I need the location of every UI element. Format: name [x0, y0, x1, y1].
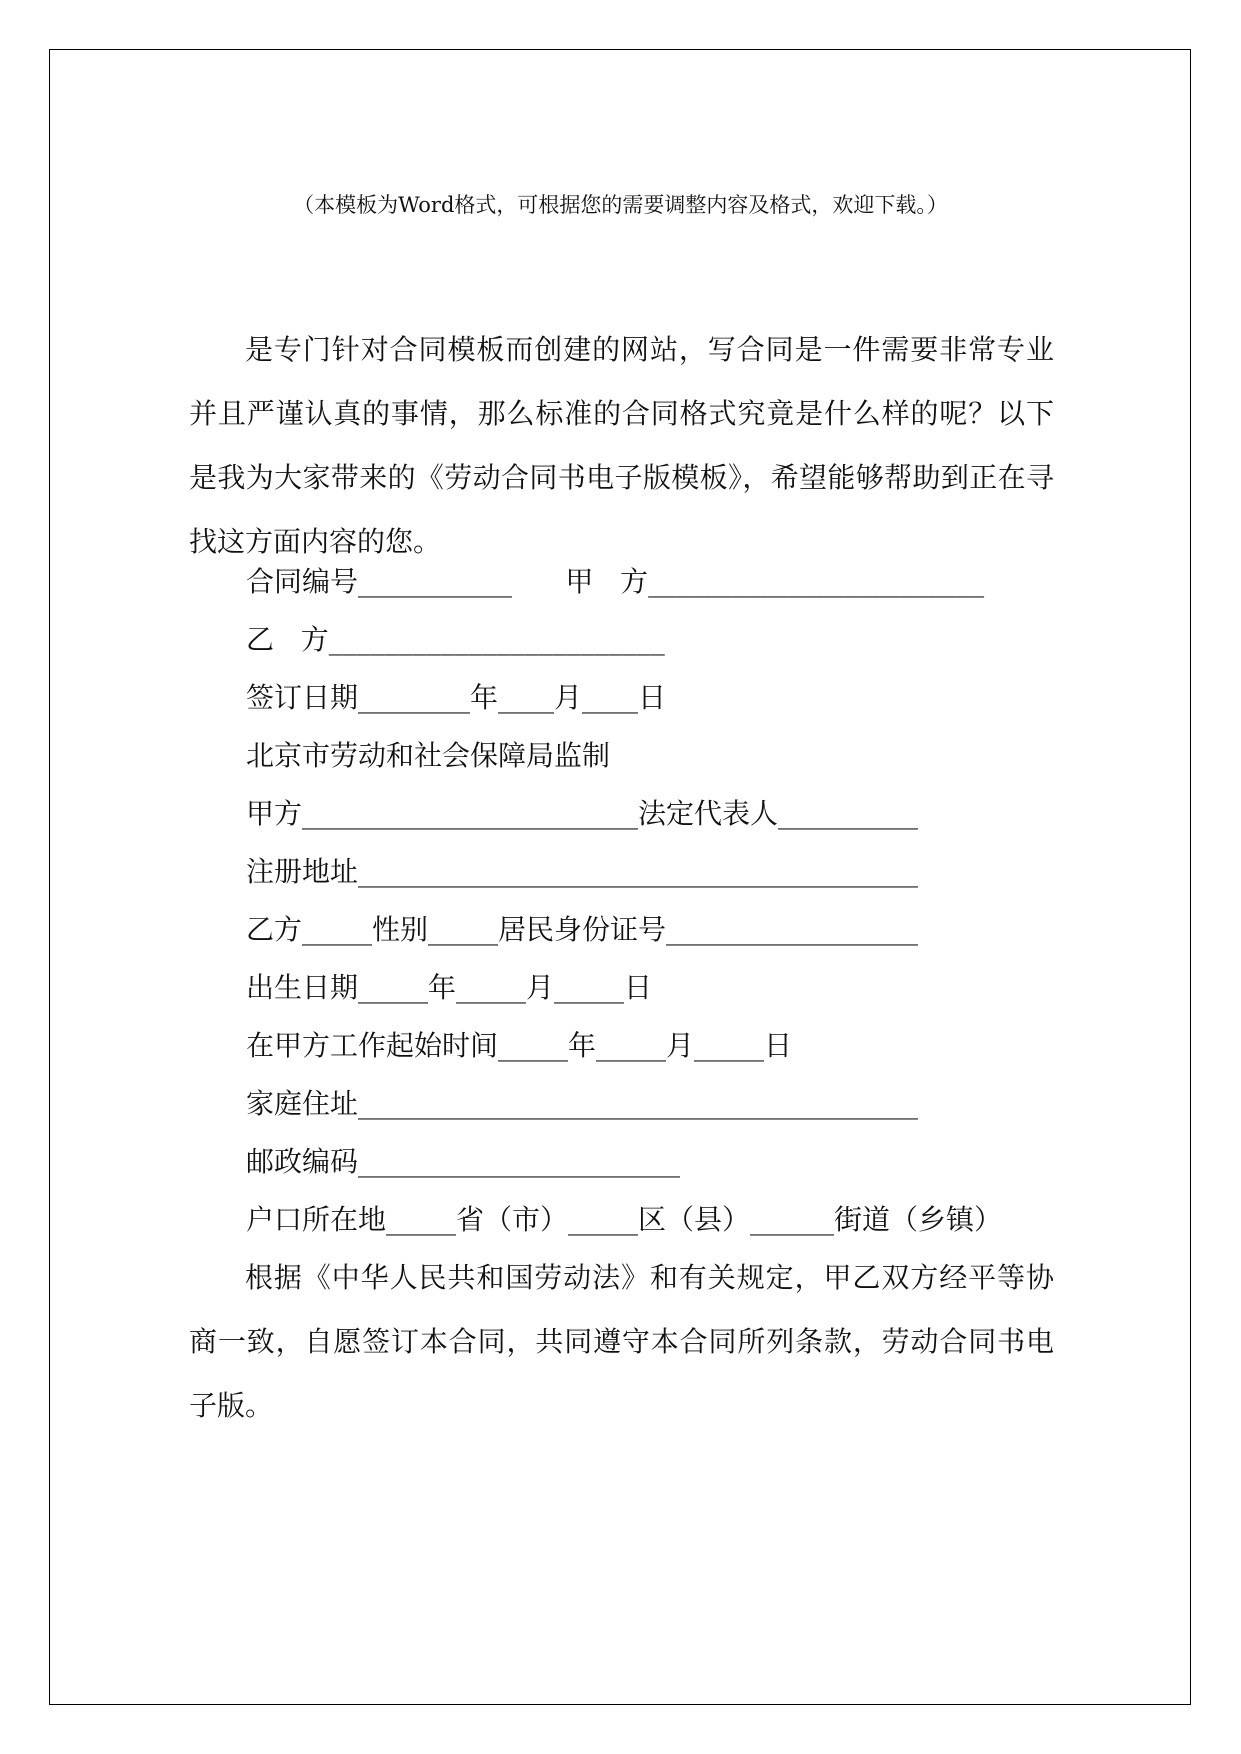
- household-registration-line: 户口所在地_____省（市）_____区（县）______街道（乡镇）: [246, 1203, 1003, 1236]
- postal-code-line: 邮政编码_______________________: [246, 1145, 681, 1178]
- birth-date-line: 出生日期_____年_____月_____日: [246, 971, 653, 1004]
- start-date-line: 在甲方工作起始时间_____年_____月_____日: [246, 1029, 793, 1062]
- intro-paragraph: 是专门针对合同模板而创建的网站，写合同是一件需要非常专业并且严谨认真的事情，那么标准的合同格式究竟是什么样的呢？以下是我为大家带来的《劳动合同书电子版模板》，希望能够帮助到正在寻找这方面内容的您。: [189, 333, 1054, 558]
- closing-paragraph: 根据《中华人民共和国劳动法》和有关规定，甲乙双方经平等协商一致，自愿签订本合同，共同遵守本合同所列条款，劳动合同书电子版。: [189, 1261, 1054, 1422]
- home-address-line: 家庭住址________________________________________: [246, 1087, 919, 1120]
- signing-date-line: 签订日期________年____月____日: [246, 681, 667, 714]
- party-b-identity-line: 乙方_____性别_____居民身份证号__________________: [246, 913, 919, 946]
- contract-number-and-party-a-line: 合同编号___________ 甲 方________________________: [246, 565, 985, 598]
- registered-address-line: 注册地址________________________________________: [246, 855, 919, 888]
- supervisor-line: 北京市劳动和社会保障局监制: [246, 739, 611, 772]
- template-note: （本模板为Word格式，可根据您的需要调整内容及格式，欢迎下载。）: [293, 193, 948, 217]
- party-b-line: 乙 方________________________: [246, 623, 665, 656]
- party-a-representative-line: 甲方________________________法定代表人__________: [246, 797, 919, 830]
